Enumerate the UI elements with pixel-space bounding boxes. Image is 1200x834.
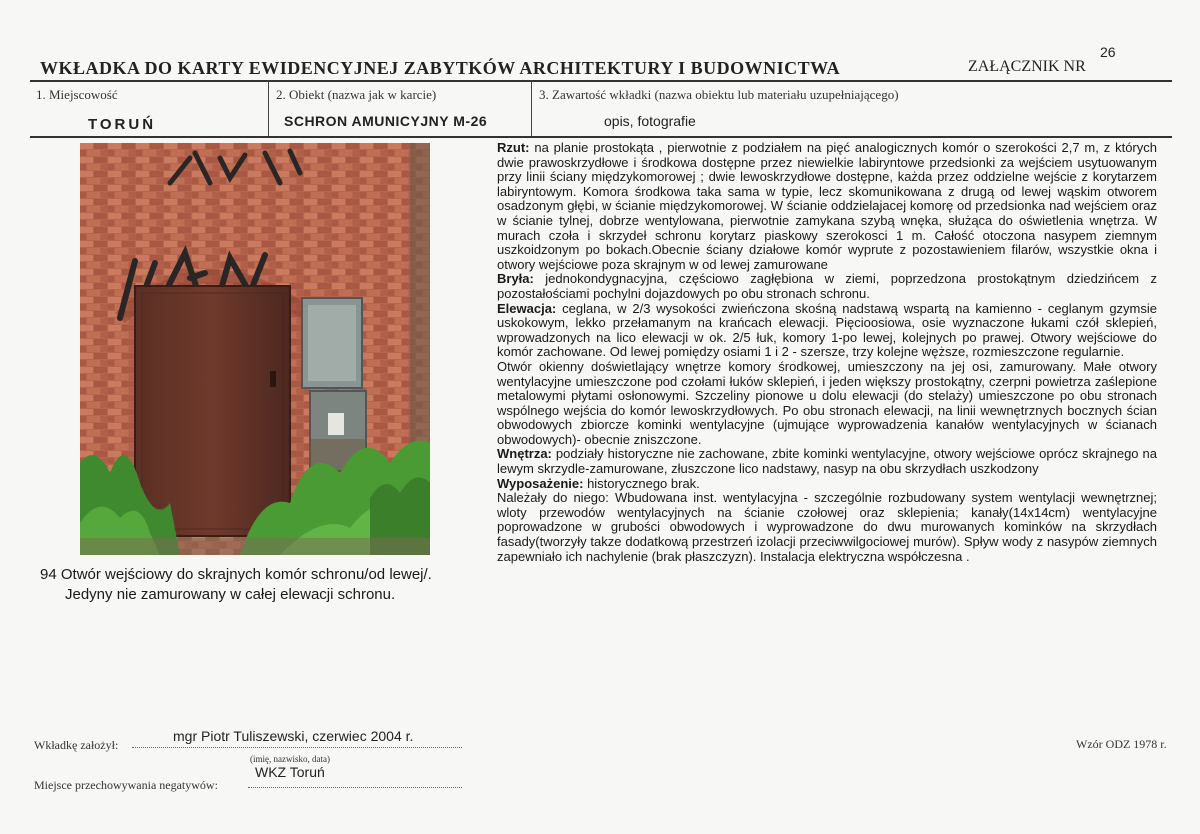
description-block [497,141,1157,564]
desc-label: Rzut: [497,140,530,155]
author-value: mgr Piotr Tuliszewski, czerwiec 2004 r. [173,728,414,744]
desc-para-elevation [497,302,1157,360]
desc-text: jednokondygnacyjna, częściowo zagłębiona w ziemi, poprzedzona prostokątnym dziedzińcem z pozostałościami pochylni dojazdowych po obu stronach schronu. [497,271,1157,301]
locality-value: TORUŃ [88,116,157,133]
desc-label: Wyposażenie: [497,475,584,491]
col3-label: 3. Zawartość wkładki (nazwa obiektu lub materiału uzupełniającego) [539,87,899,102]
col-divider-2 [531,81,532,137]
col-divider-1 [268,81,269,137]
desc-text: podziały historyczne nie zachowane, zbite kominki wentylacyjne, otwory wejściowe oprócz skrajnego na lewym skrzydle-zamurowane, złuszczone lico nadstawy, nasyp na obu skrzydłach uszkodzony [497,446,1157,477]
insert-content-value: opis, fotografie [604,113,696,129]
storage-value: WKZ Toruń [255,764,325,780]
shelter-entrance-photo [80,143,430,555]
desc-para-layout [497,141,1157,272]
caption-line-2: Jedyny nie zamurowany w całej elewacji schronu. [65,586,396,603]
photo-caption [40,565,480,605]
table-rule [30,136,1172,138]
desc-para-equipment [497,477,1157,492]
col1-label: 1. Miejscowość [36,87,118,102]
desc-text: ceglana, w 2/3 wysokości zwieńczona skośną nadstawą wspartą na kamienno - ceglanym gzymsie uskokowym, lekko przełamanym na krańcach elewacji. Pięcioosiowa, osie wyznaczone łukami czół sklepień, wprowadzonych na lico elewacji w ok. 2/5 łuk, komory 1-po lewej, kolejnych po prawej. Otwory wejściowe do komór zachowane. Od lewej pomiędzy osiami 1 i 2 - szersze, trzy kolejne węższe, rozmieszczone regularnie. [497,300,1157,360]
desc-para-equipment-detail [497,491,1157,564]
desc-para-massing [497,272,1157,301]
desc-para-window [497,360,1157,448]
desc-para-interiors [497,447,1157,476]
desc-text: historycznego brak. [583,475,700,491]
storage-label: Miejsce przechowywania negatywów: [34,778,218,792]
desc-label: Elewacja: [497,300,557,316]
annex-label: ZAŁĄCZNIK NR [968,58,1086,75]
caption-line-1: Otwór wejściowy do skrajnych komór schronu/od lewej/. [60,566,432,583]
desc-label: Bryła: [497,271,534,287]
col2-label: 2. Obiekt (nazwa jak w karcie) [276,87,437,102]
storage-dotted-line [248,787,462,788]
object-name-value: SCHRON AMUNICYJNY M-26 [284,113,488,129]
header-rule [30,80,1172,82]
desc-text: na planie prostokąta , pierwotnie z podziałem na pięć analogicznych komór o szerokości 2,7 m, z których dwie prawoskrzydłowe i środkowa dostępne przez niewielkie labiryntowe przedsionki za wejściem usytuowanym przy linii ściany międzykomorowej ; dwie lewoskrzydłowe dostępne, każda przez oddzielne wejście z korytarzem labiryntowym. Komora środkowa taka sama w typie, lecz skomunikowana z drugą od lewej wąskim otworem osadzonym głębi, w ścianie międzykomorowej. W ścianie oddzielajacej komorę od przedsionka nad wejściem oraz w ścianie tylnej, dobrze wentylowana, pierwotnie zamykana szybą wnęka, służąca do oświetlenia wnętrza. W murach czoła i skrzydeł schronu korytarz piaskowy szerokosci 1 m. Całość otoczona nasypem ziemnym uszkoidzonym po bokach.Obecnie ściany działowe komór wyprute z pozostawieniem filarów, wszystkie okna i otwory wejściowe poza skrajnym w od lewej zamurowane [497,140,1157,272]
desc-label: Wnętrza: [497,446,552,462]
author-hint: (imię, nazwisko, data) [250,754,330,764]
form-title: WKŁADKA DO KARTY EWIDENCYJNEJ ZABYTKÓW ARCHITEKTURY I BUDOWNICTWA [40,58,841,78]
author-label: Wkładkę założył: [34,738,119,752]
author-dotted-line [132,747,462,748]
annex-number: 26 [1100,44,1116,60]
photo-number: 94 [40,566,57,583]
desc-text: Należały do niego: Wbudowana inst. wentylacyjna - szczególnie rozbudowany system wentylacji wewnętrznej; wloty przewodów wentylacyjnych na ścianie czołowej oraz sklepienia; kanały(14x14cm) wentylacyjne poprowadzone w grubości obwodowych i wyprowadzone do dwu murowanych kominków na skrzydłach fasady(tworzyły takze dodatkową przestrzeń izolacji przeciwwilgociowej murów). Spływ wody z nasypów ziemnych zapewniało ich nachylenie (brak płaszczyzn). Instalacja elektryczna współczesna . [497,490,1157,564]
desc-text: Otwór okienny doświetlający wnętrze komory środkowej, umieszczony na jej osi, zamurowany. Małe otwory wentylacyjne umieszczone pod czołami łuków sklepień, i jeden większy prostokątny, czerpni powietrza zaślepione metalowymi płytami osłonowymi. Szczeliny pionowe u dolu elewacji (do stelaży) umieszczone po obu stronach wspólnego wejścia do komór lewoskrzydłowych. Po obu stronach elewacji, na linii wewnętrznych bocznych ścian obwodowych zbiorcze kominki wentylacyjne (ujmujące wyprowadzenia kanałów wentylacyjnych w ścianach obwodowych)- obecnie zniszczone. [497,358,1157,447]
form-code: Wzór ODZ 1978 r. [1076,737,1167,751]
